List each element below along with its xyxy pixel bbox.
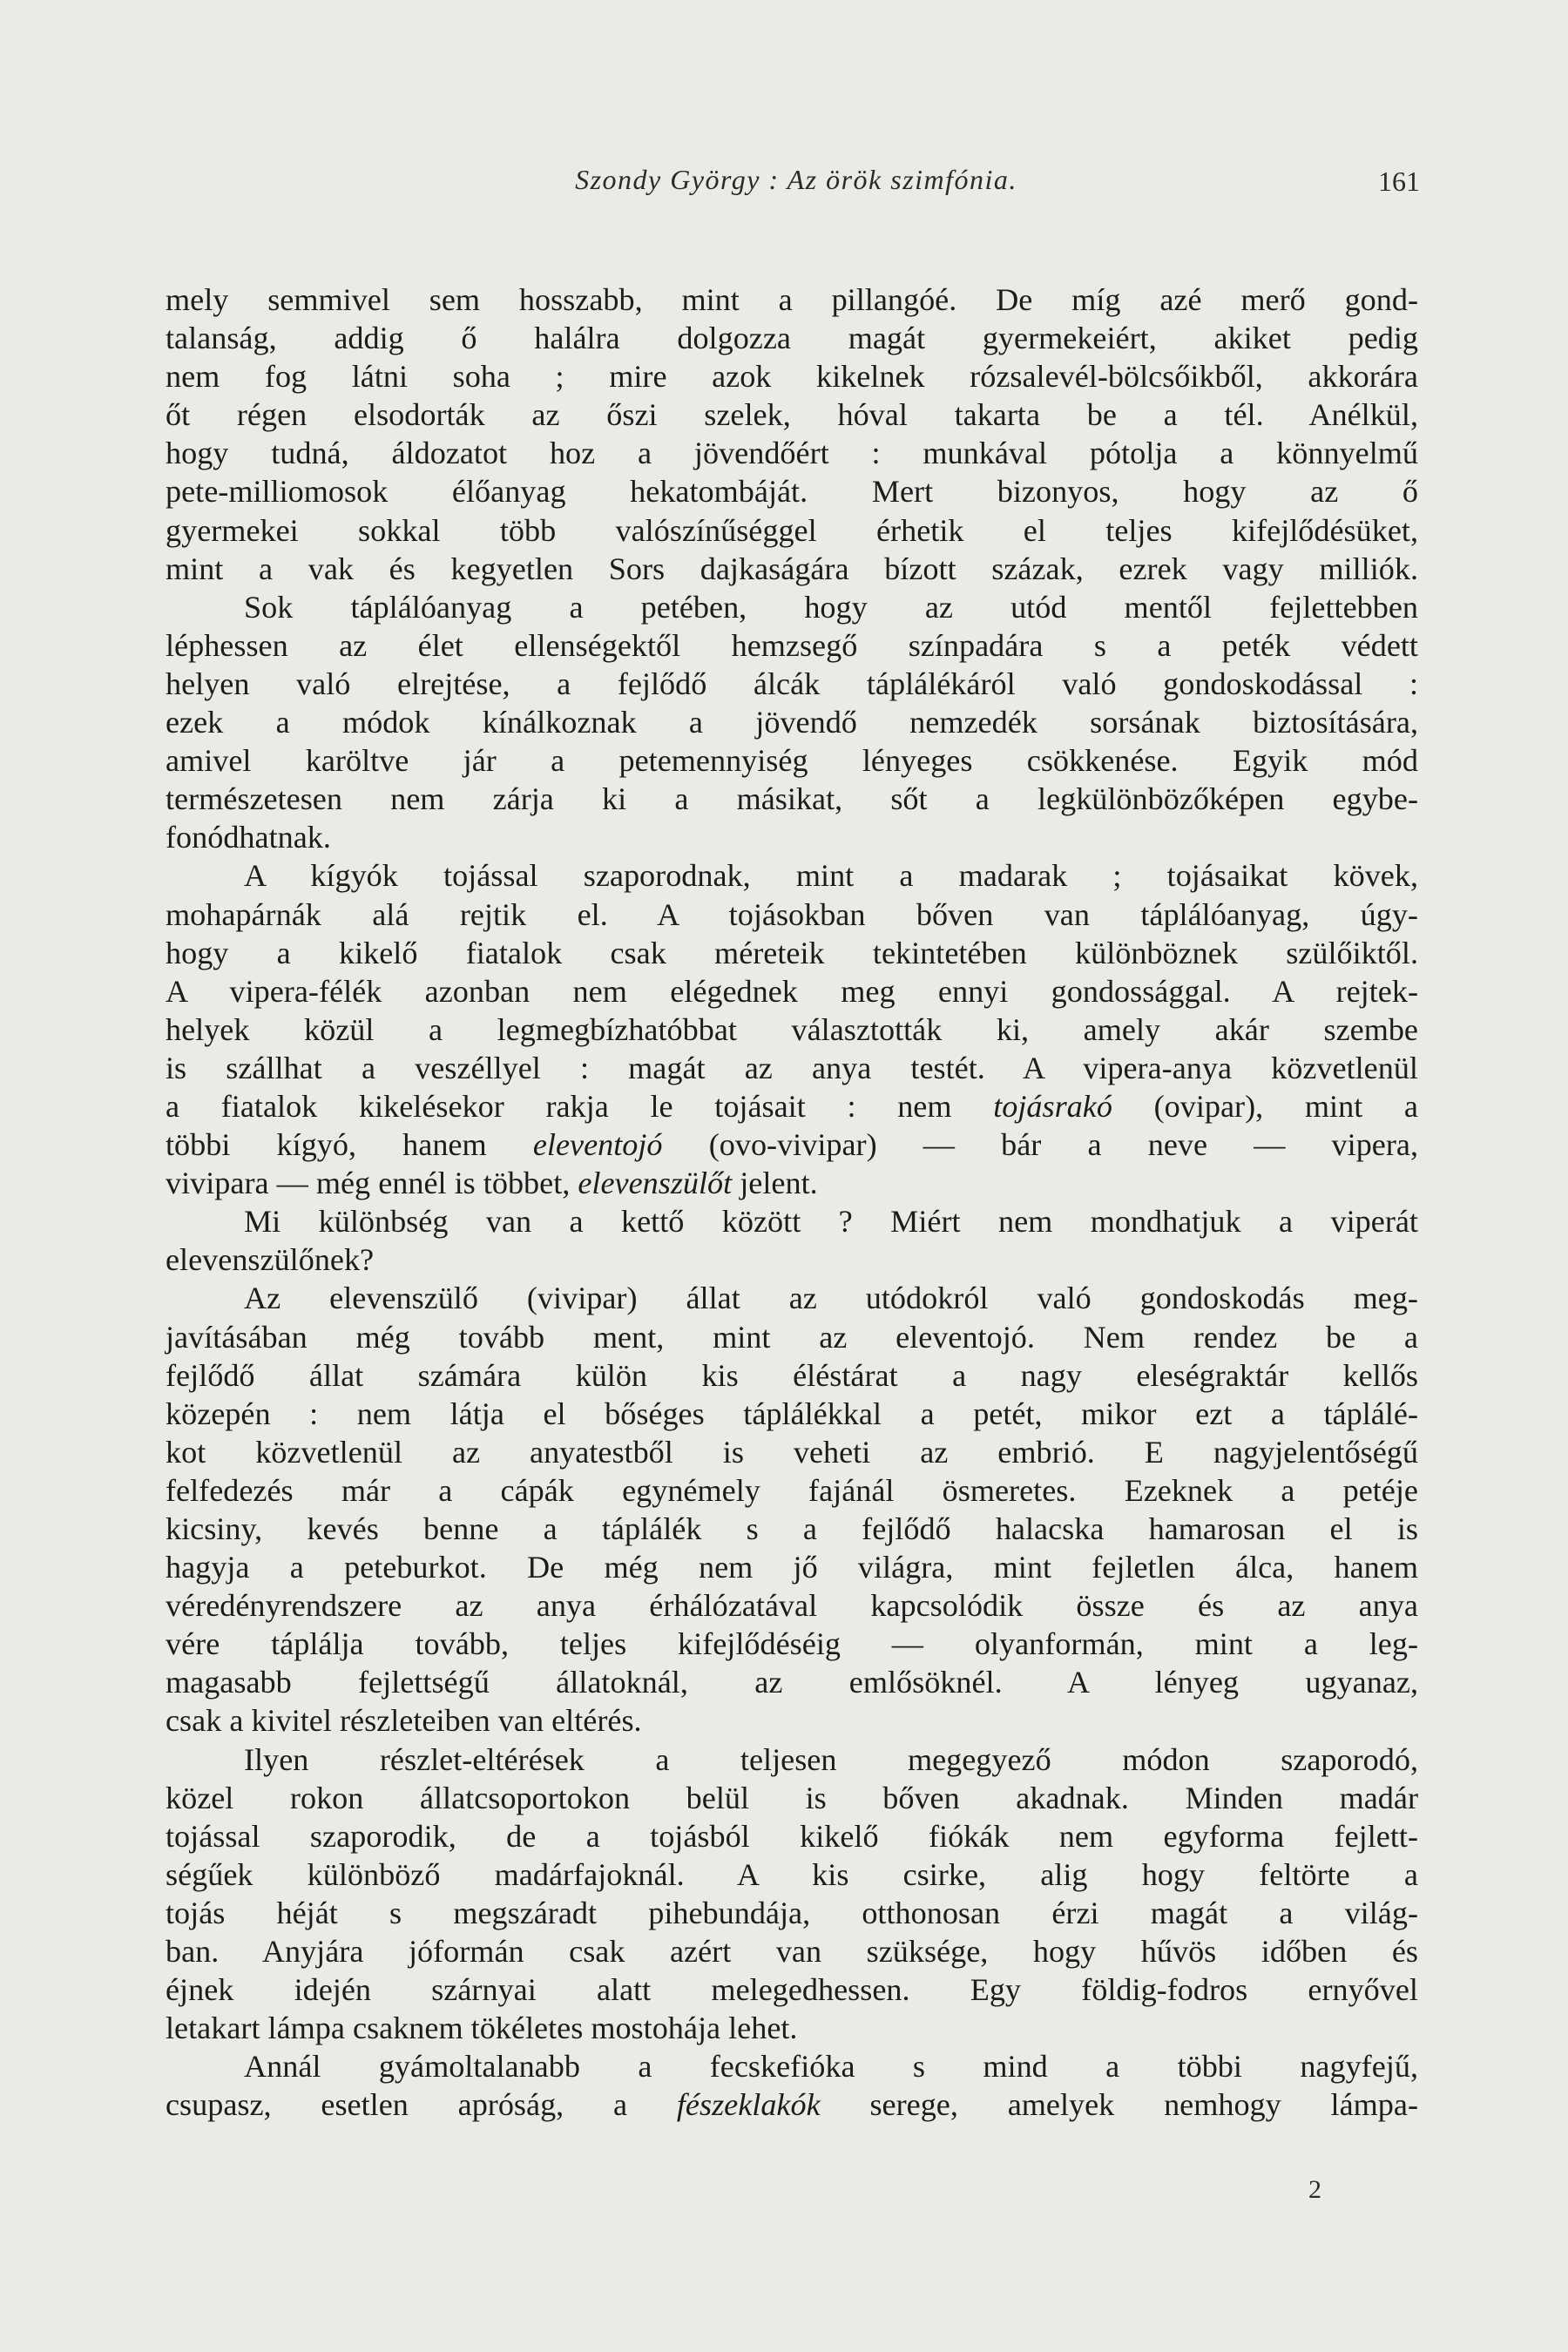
text-segment: (ovipar), mint a xyxy=(1153,1088,1418,1124)
text-line: kot közvetlenül az anyatestből is veheti az embrió. E nagyjelentőségű xyxy=(166,1434,1418,1470)
text-line: Sok táplálóanyag a petében, hogy az utód mentől fejlettebben xyxy=(244,589,1418,625)
signature-mark: 2 xyxy=(1308,2175,1321,2204)
text-line: hagyja a peteburkot. De még nem jő világra, mint fejletlen álca, hanem xyxy=(166,1550,1418,1585)
text-line: felfedezés már a cápák egynémely fajánál ösmeretes. Ezeknek a petéje xyxy=(166,1472,1418,1508)
text-line xyxy=(166,1087,1418,1125)
body-text xyxy=(166,280,1418,2125)
text-line: tojás héját s megszáradt pihebundája, otthonosan érzi magát a világ- xyxy=(166,1895,1418,1930)
text-segment: jelent. xyxy=(740,1166,818,1201)
text-line: közepén : nem látja el bőséges táplálékkal a petét, mikor ezt a táplálé- xyxy=(166,1396,1418,1431)
text-line: helyek közül a legmegbízhatóbbat választották ki, amely akár szembe xyxy=(166,1011,1418,1047)
text-line: letakart lámpa csaknem tökéletes mostohája lehet. xyxy=(166,2011,798,2046)
text-line xyxy=(166,1164,1418,1202)
text-line: éjnek idején szárnyai alatt melegedhessen. Egy földig-fodros ernyővel xyxy=(166,1972,1418,2008)
text-line: mint a vak és kegyetlen Sors dajkaságára bízott százak, ezrek vagy milliók. xyxy=(166,551,1418,586)
text-line: fonódhatnak. xyxy=(166,820,331,855)
text-line: elevenszülőnek? xyxy=(166,1242,375,1278)
text-segment: csupasz, esetlen apróság, a xyxy=(166,2087,628,2123)
text-line: csak a kivitel részleteiben van eltérés. xyxy=(166,1703,642,1739)
page-number: 161 xyxy=(1378,166,1420,197)
text-segment: a fiatalok kikelésekor rakja le tojásait : nem xyxy=(166,1088,952,1124)
text-line: Az elevenszülő (vivipar) állat az utódokról való gondoskodás meg- xyxy=(244,1281,1418,1316)
text-segment: (ovo-vivipar) — bár a neve — vipera, xyxy=(708,1127,1419,1163)
text-line: Annál gyámoltalanabb a fecskefióka s mind a többi nagyfejű, xyxy=(244,2049,1418,2085)
text-line: közel rokon állatcsoportokon belül is bőven akadnak. Minden madár xyxy=(166,1780,1418,1815)
text-line: fejlődő állat számára külön kis éléstárat a nagy eleségraktár kellős xyxy=(166,1357,1418,1393)
text-line: mely semmivel sem hosszabb, mint a pillangóé. De míg azé merő gond- xyxy=(166,282,1418,317)
text-line: helyen való elrejtése, a fejlődő álcák táplálékáról való gondoskodással : xyxy=(166,666,1418,701)
italic-term: elevenszülőt xyxy=(578,1166,733,1201)
italic-term: tojásrakó xyxy=(993,1088,1112,1124)
text-line: ezek a módok kínálkoznak a jövendő nemzedék sorsának biztosítására, xyxy=(166,705,1418,740)
text-line: természetesen nem zárja ki a másikat, sőt a legkülönbözőképen egybe- xyxy=(166,781,1418,817)
text-line: talanság, addig ő halálra dolgozza magát gyermekeiért, akiket pedig xyxy=(166,321,1418,356)
text-line: is szállhat a veszéllyel : magát az anya testét. A vipera-anya közvetlenül xyxy=(166,1050,1418,1085)
text-line: ban. Anyjára jóformán csak azért van szüksége, hogy hűvös időben és xyxy=(166,1934,1418,1970)
italic-term: eleventojó xyxy=(532,1127,663,1163)
text-line: Ilyen részlet-eltérések a teljesen megegyező módon szaporodó, xyxy=(244,1741,1418,1777)
text-line: magasabb fejlettségű állatoknál, az emlősöknél. A lényeg ugyanaz, xyxy=(166,1665,1418,1700)
text-line: javításában még tovább ment, mint az eleventojó. Nem rendez be a xyxy=(166,1319,1418,1355)
text-line: A kígyók tojással szaporodnak, mint a madarak ; tojásaikat kövek, xyxy=(244,858,1418,894)
running-header xyxy=(166,164,1427,207)
text-line: tojással szaporodik, de a tojásból kikelő fiókák nem egyforma fejlett- xyxy=(166,1818,1418,1854)
text-segment: többi kígyó, hanem xyxy=(166,1127,487,1163)
text-line: ségűek különböző madárfajoknál. A kis csirke, alig hogy feltörte a xyxy=(166,1856,1418,1892)
text-line: mohapárnák alá rejtik el. A tojásokban bőven van táplálóanyag, úgy- xyxy=(166,896,1418,932)
text-segment: vivipara — még ennél is többet, xyxy=(166,1166,571,1201)
text-line: véredényrendszere az anya érhálózatával kapcsolódik össze és az anya xyxy=(166,1588,1418,1624)
text-line: gyermekei sokkal több valószínűséggel érhetik el teljes kifejlődésüket, xyxy=(166,512,1418,548)
text-line xyxy=(166,1125,1418,1164)
text-line: őt régen elsodorták az őszi szelek, hóval takarta be a tél. Anélkül, xyxy=(166,397,1418,433)
text-line: hogy tudná, áldozatot hoz a jövendőért : munkával pótolja a könnyelmű xyxy=(166,436,1418,471)
text-line: kicsiny, kevés benne a táplálék s a fejlődő halacska hamarosan el is xyxy=(166,1511,1418,1546)
text-line: léphessen az élet ellenségektől hemzsegő színpadára s a peték védett xyxy=(166,627,1418,663)
text-line: A vipera-félék azonban nem elégednek meg ennyi gondossággal. A rejtek- xyxy=(166,973,1418,1009)
text-line: Mi különbség van a kettő között ? Miért nem mondhatjuk a viperát xyxy=(244,1204,1418,1240)
text-line: nem fog látni soha ; mire azok kikelnek rózsalevél-bölcsőikből, akkorára xyxy=(166,359,1418,395)
text-line: pete-milliomosok élőanyag hekatombáját. Mert bizonyos, hogy az ő xyxy=(166,474,1418,510)
italic-term: fészeklakók xyxy=(676,2087,821,2123)
text-line: vére táplálja tovább, teljes kifejlődéséig — olyanformán, mint a leg- xyxy=(166,1626,1418,1662)
header-title: Szondy György : Az örök szimfónia. xyxy=(575,164,1017,195)
text-line: amivel karöltve jár a petemennyiség lényeges csökkenése. Egyik mód xyxy=(166,743,1418,779)
text-line xyxy=(166,2085,1418,2124)
text-line: hogy a kikelő fiatalok csak méreteik tekintetében különböznek szülőiktől. xyxy=(166,935,1418,970)
text-segment: serege, amelyek nemhogy lámpa- xyxy=(869,2087,1419,2123)
